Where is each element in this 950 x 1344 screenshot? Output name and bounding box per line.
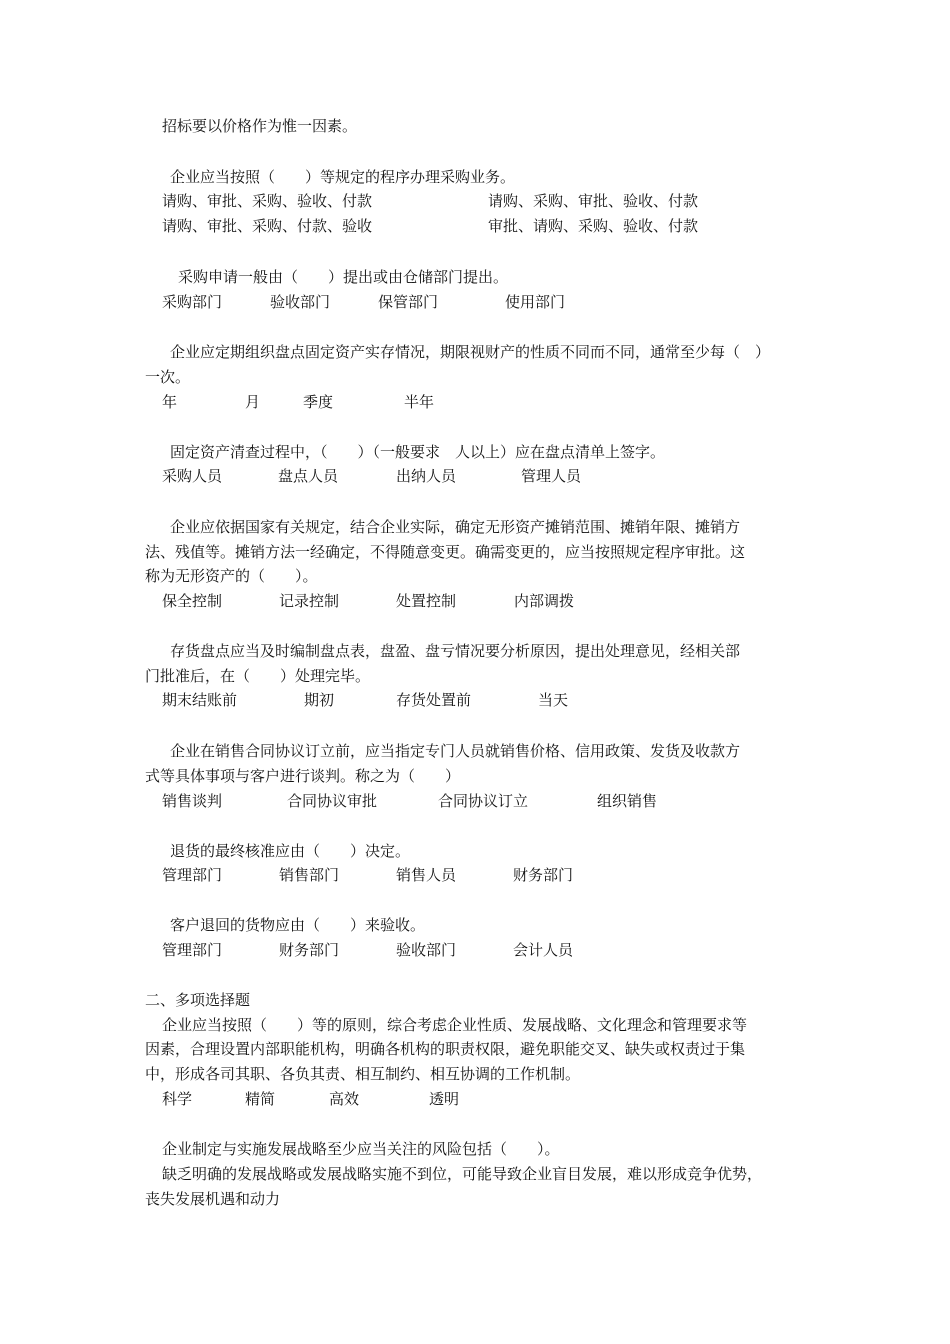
option: 处置控制 [396, 592, 457, 610]
option: 请购、审批、采购、验收、付款 [162, 192, 373, 210]
question-stem: 企业在销售合同协议订立前，应当指定专门人员就销售价格、信用政策、发货及收款方 [170, 742, 741, 760]
option: 期初 [304, 691, 335, 709]
option: 科学 [162, 1090, 193, 1108]
option: 当天 [538, 691, 569, 709]
option: 请购、审批、采购、付款、验收 [162, 217, 373, 235]
option: 验收部门 [270, 293, 331, 311]
option: 高效 [329, 1090, 360, 1108]
question-stem: 企业应定期组织盘点固定资产实存情况，期限视财产的性质不同而不同，通常至少每（ ） [170, 343, 771, 361]
option-row [0, 464, 950, 489]
option-row [0, 1087, 950, 1112]
option: 请购、采购、审批、验收、付款 [488, 192, 699, 210]
question-stem: 固定资产清查过程中，（ ）（一般要求 人以上）应在盘点清单上签字。 [170, 443, 666, 461]
option: 内部调拨 [514, 592, 575, 610]
option-row [0, 863, 950, 888]
option: 缺乏明确的发展战略或发展战略实施不到位，可能导致企业盲目发展，难以形成竞争优势， [162, 1165, 763, 1183]
option-row [0, 688, 950, 713]
option: 采购人员 [162, 467, 223, 485]
option: 合同协议审批 [287, 792, 378, 810]
option: 销售谈判 [162, 792, 223, 810]
question-stem: 企业应依据国家有关规定，结合企业实际，确定无形资产摊销范围、摊销年限、摊销方 [170, 518, 741, 536]
option-continued: 丧失发展机遇和动力 [145, 1190, 281, 1208]
question-stem: 法、残值等。摊销方法一经确定，不得随意变更。确需变更的，应当按照规定程序审批。这 [145, 543, 746, 561]
question-stem: 门批准后，在（ ）处理完毕。 [145, 667, 371, 685]
question-text: 招标要以价格作为惟一因素。 [162, 117, 358, 135]
option: 采购部门 [162, 293, 223, 311]
option: 透明 [429, 1090, 460, 1108]
option: 管理部门 [162, 941, 223, 959]
option: 半年 [404, 393, 435, 411]
option: 管理人员 [521, 467, 582, 485]
option: 保管部门 [378, 293, 439, 311]
option-row [0, 789, 950, 814]
option: 审批、请购、采购、验收、付款 [488, 217, 699, 235]
option: 财务部门 [279, 941, 340, 959]
question-stem: 企业应当按照（ ）等规定的程序办理采购业务。 [170, 168, 516, 186]
option-row [0, 938, 950, 963]
question-stem: 企业制定与实施发展战略至少应当关注的风险包括（ ）。 [162, 1140, 560, 1158]
question-stem: 存货盘点应当及时编制盘点表，盘盈、盘亏情况要分析原因，提出处理意见，经相关部 [170, 642, 741, 660]
question-stem: 采购申请一般由（ ）提出或由仓储部门提出。 [178, 268, 509, 286]
question-stem: 中，形成各司其职、各负其责、相互制约、相互协调的工作机制。 [145, 1065, 581, 1083]
option: 组织销售 [597, 792, 658, 810]
option: 期末结账前 [162, 691, 238, 709]
option: 销售人员 [396, 866, 457, 884]
option-row [0, 589, 950, 614]
option: 使用部门 [505, 293, 566, 311]
option: 出纳人员 [396, 467, 457, 485]
option: 验收部门 [396, 941, 457, 959]
option: 管理部门 [162, 866, 223, 884]
question-stem: 企业应当按照（ ）等的原则，综合考虑企业性质、发展战略、文化理念和管理要求等 [162, 1016, 748, 1034]
option: 精简 [245, 1090, 276, 1108]
question-stem: 因素，合理设置内部职能机构，明确各机构的职责权限，避免职能交叉、缺失或权责过于集 [145, 1040, 746, 1058]
option: 财务部门 [513, 866, 574, 884]
question-stem: 称为无形资产的（ ）。 [145, 567, 318, 585]
option: 月 [245, 393, 261, 411]
option: 会计人员 [513, 941, 574, 959]
question-stem: 式等具体事项与客户进行谈判。称之为（ ） [145, 767, 461, 785]
question-stem: 一次。 [145, 368, 191, 386]
option: 盘点人员 [278, 467, 339, 485]
question-stem: 客户退回的货物应由（ ）来验收。 [170, 916, 426, 934]
question-stem: 退货的最终核准应由（ ）决定。 [170, 842, 411, 860]
option: 合同协议订立 [438, 792, 529, 810]
option: 季度 [303, 393, 334, 411]
option-row [0, 390, 950, 415]
option-row [0, 214, 950, 239]
option: 销售部门 [279, 866, 340, 884]
option-row [0, 189, 950, 214]
option: 年 [162, 393, 178, 411]
option: 存货处置前 [396, 691, 472, 709]
option-row [0, 290, 950, 315]
section-heading: 二、多项选择题 [145, 991, 251, 1009]
option: 记录控制 [279, 592, 340, 610]
option: 保全控制 [162, 592, 223, 610]
